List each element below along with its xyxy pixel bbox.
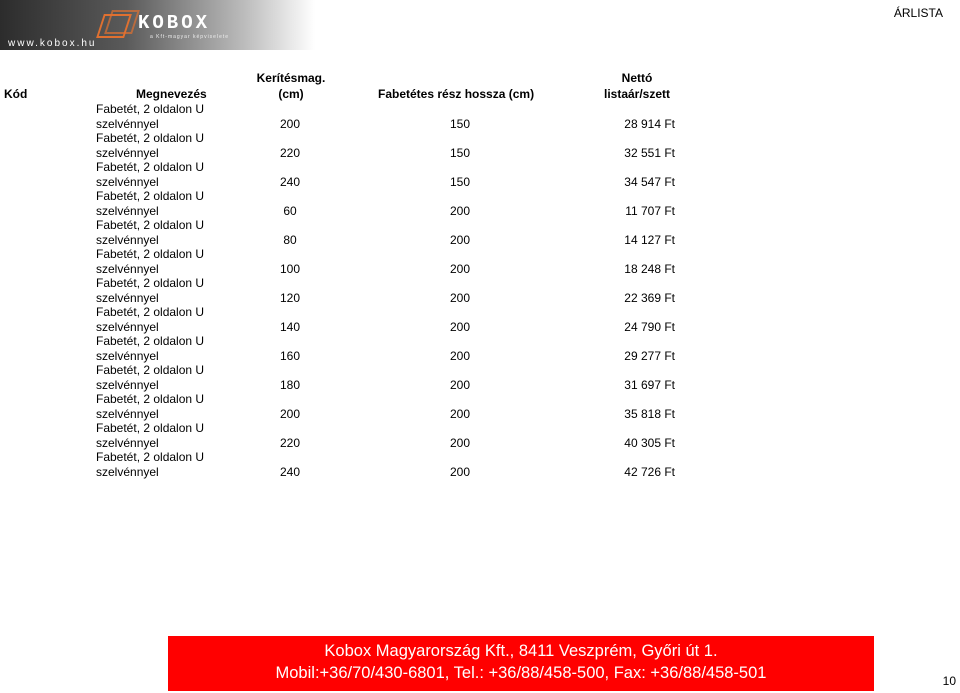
product-name	[96, 421, 236, 450]
net-price: 24 790 Ft	[624, 320, 675, 334]
table-row	[0, 247, 960, 276]
table-row	[0, 450, 960, 479]
product-name-line1: Fabetét, 2 oldalon U	[96, 363, 205, 377]
net-price: 22 369 Ft	[624, 291, 675, 305]
fence-length: 160	[279, 349, 301, 363]
column-code: Kód	[4, 87, 28, 101]
net-price: 40 305 Ft	[624, 436, 675, 450]
footer-address: Kobox Magyarország Kft., 8411 Veszprém, Győri út 1.	[324, 642, 718, 660]
table-row	[0, 363, 960, 392]
net-price: 42 726 Ft	[624, 465, 675, 479]
part-length: 200	[449, 407, 471, 421]
fence-length: 120	[279, 291, 301, 305]
footer-phone: Mobil:+36/70/430-6801, Tel.: +36/88/458-500, Fax: +36/88/458-501	[275, 664, 767, 682]
logo-brand-text: KOBOX	[138, 12, 211, 34]
net-price: 11 707 Ft	[625, 204, 675, 218]
part-length: 200	[449, 233, 471, 247]
product-name-line1: Fabetét, 2 oldalon U	[96, 276, 205, 290]
product-name-line2: szelvénnyel	[96, 406, 159, 421]
part-length: 200	[449, 378, 471, 392]
product-name-line1: Fabetét, 2 oldalon U	[96, 247, 205, 261]
fence-length: 220	[279, 436, 301, 450]
table-row	[0, 102, 960, 131]
product-name-line2: szelvénnyel	[96, 145, 159, 160]
net-price: 35 818 Ft	[624, 407, 675, 421]
table-row	[0, 189, 960, 218]
table-row	[0, 305, 960, 334]
product-name	[96, 218, 236, 247]
kobox-logo	[0, 0, 315, 50]
product-name	[96, 334, 236, 363]
column-price	[592, 70, 682, 102]
product-name-line1: Fabetét, 2 oldalon U	[96, 392, 205, 406]
fence-length: 200	[279, 117, 301, 131]
column-length-line1: Kerítésmag.	[256, 71, 326, 85]
product-name-line1: Fabetét, 2 oldalon U	[96, 131, 205, 145]
logo-subtitle: a Kft-magyar képviselete	[150, 34, 230, 40]
table-row	[0, 160, 960, 189]
table-row	[0, 392, 960, 421]
fence-length: 100	[279, 262, 301, 276]
product-name-line2: szelvénnyel	[96, 348, 159, 363]
fence-length: 220	[279, 146, 301, 160]
part-length: 200	[449, 436, 471, 450]
product-name	[96, 160, 236, 189]
page-number: 10	[942, 674, 956, 688]
table-row	[0, 131, 960, 160]
table-row	[0, 218, 960, 247]
fence-length: 180	[279, 378, 301, 392]
column-price-line2: listaár/szett	[603, 87, 671, 101]
product-name-line2: szelvénnyel	[96, 464, 159, 479]
table-row	[0, 334, 960, 363]
net-price: 18 248 Ft	[624, 262, 675, 276]
product-name-line2: szelvénnyel	[96, 261, 159, 276]
column-name: Megnevezés	[136, 87, 207, 101]
product-name	[96, 131, 236, 160]
product-name	[96, 305, 236, 334]
part-length: 150	[449, 146, 471, 160]
document-label: ÁRLISTA	[893, 6, 943, 20]
part-length: 200	[449, 262, 471, 276]
product-name-line1: Fabetét, 2 oldalon U	[96, 450, 205, 464]
product-name-line1: Fabetét, 2 oldalon U	[96, 334, 205, 348]
fence-length: 200	[279, 407, 301, 421]
product-name-line1: Fabetét, 2 oldalon U	[96, 102, 205, 116]
table-row	[0, 276, 960, 305]
column-length-line2: (cm)	[278, 87, 304, 101]
product-name-line2: szelvénnyel	[96, 174, 159, 189]
fence-length: 140	[279, 320, 301, 334]
product-name	[96, 102, 236, 131]
fence-length: 60	[283, 204, 297, 218]
product-name-line1: Fabetét, 2 oldalon U	[96, 160, 205, 174]
cube-logo-icon-front	[96, 14, 132, 38]
product-name	[96, 276, 236, 305]
product-name-line2: szelvénnyel	[96, 377, 159, 392]
table-row	[0, 421, 960, 450]
contact-footer	[168, 636, 874, 691]
product-name-line1: Fabetét, 2 oldalon U	[96, 189, 205, 203]
net-price: 29 277 Ft	[624, 349, 675, 363]
net-price: 32 551 Ft	[624, 146, 675, 160]
product-name-line1: Fabetét, 2 oldalon U	[96, 421, 205, 435]
part-length: 200	[449, 349, 471, 363]
net-price: 28 914 Ft	[624, 117, 675, 131]
product-name-line2: szelvénnyel	[96, 290, 159, 305]
product-name-line2: szelvénnyel	[96, 319, 159, 334]
product-name	[96, 450, 236, 479]
fence-length: 80	[283, 233, 297, 247]
fence-length: 240	[279, 465, 301, 479]
part-length: 200	[449, 204, 471, 218]
net-price: 34 547 Ft	[624, 175, 675, 189]
fence-length: 240	[279, 175, 301, 189]
product-name	[96, 392, 236, 421]
product-name-line2: szelvénnyel	[96, 232, 159, 247]
net-price: 31 697 Ft	[624, 378, 675, 392]
product-name-line2: szelvénnyel	[96, 116, 159, 131]
product-name-line2: szelvénnyel	[96, 435, 159, 450]
net-price: 14 127 Ft	[624, 233, 675, 247]
part-length: 200	[449, 465, 471, 479]
part-length: 150	[449, 175, 471, 189]
part-length: 200	[449, 291, 471, 305]
product-name-line1: Fabetét, 2 oldalon U	[96, 305, 205, 319]
column-part-length: Fabetétes rész hossza (cm)	[378, 87, 535, 101]
product-name	[96, 247, 236, 276]
product-name-line1: Fabetét, 2 oldalon U	[96, 218, 205, 232]
logo-url: www.kobox.hu	[8, 38, 97, 49]
part-length: 200	[449, 320, 471, 334]
part-length: 150	[449, 117, 471, 131]
product-name	[96, 189, 236, 218]
column-length	[256, 70, 326, 102]
product-name-line2: szelvénnyel	[96, 203, 159, 218]
product-name	[96, 363, 236, 392]
column-price-line1: Nettó	[621, 71, 653, 85]
